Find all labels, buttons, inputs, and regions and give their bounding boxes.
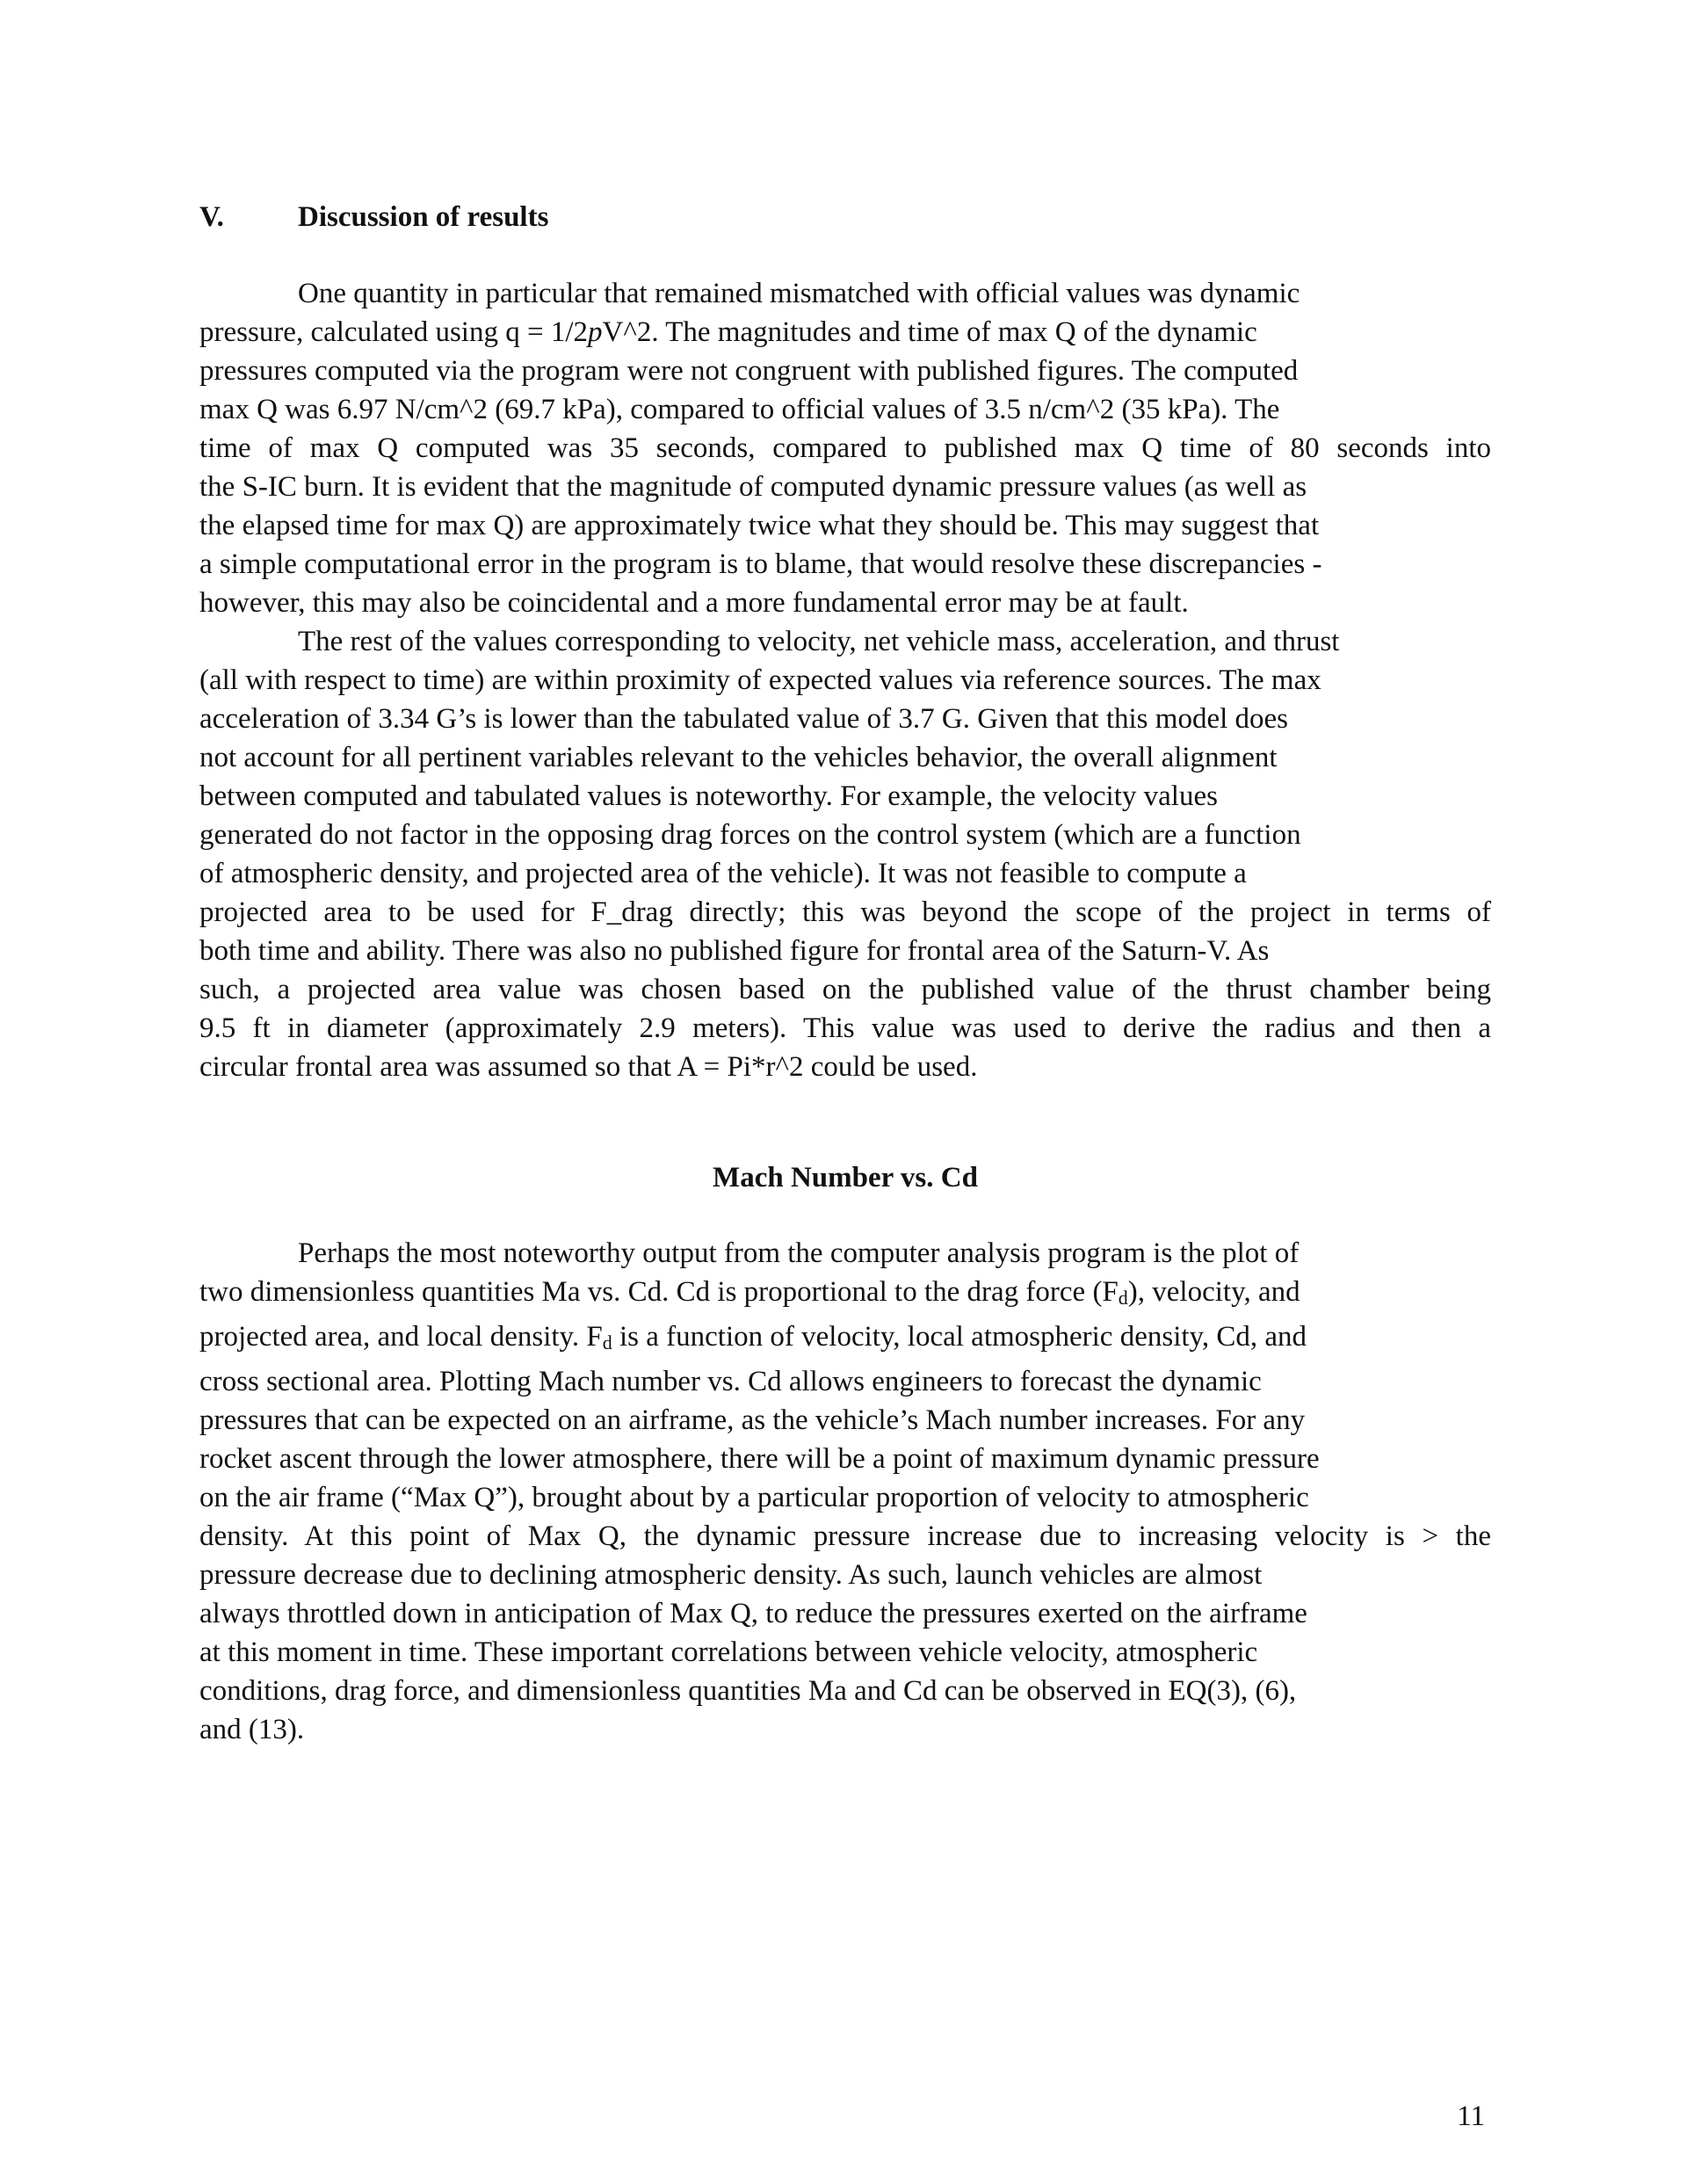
text-line: the S-IC burn. It is evident that the magnitude of computed dynamic pressure values (as well as	[199, 471, 1307, 503]
paragraph-dynamic-pressure	[199, 274, 1491, 622]
subscript-d: d	[602, 1331, 612, 1353]
page-number: 11	[1457, 2101, 1485, 2132]
paragraph-mach-vs-cd	[199, 1234, 1491, 1749]
text-line: pressures computed via the program were not congruent with published figures. The computed	[199, 355, 1299, 387]
text-line: acceleration of 3.34 G’s is lower than the tabulated value of 3.7 G. Given that this model does	[199, 703, 1288, 735]
subscript-d: d	[1118, 1287, 1128, 1309]
text-line: projected area, and local density. Fd is a function of velocity, local atmospheric density, Cd, and	[199, 1321, 1307, 1353]
section-title: Discussion of results	[298, 201, 549, 233]
text-line: The rest of the values corresponding to velocity, net vehicle mass, acceleration, and thrust	[298, 626, 1340, 657]
text-line: at this moment in time. These important correlations between vehicle velocity, atmospheric	[199, 1636, 1258, 1668]
text-line: the elapsed time for max Q) are approximately twice what they should be. This may suggest that	[199, 510, 1320, 541]
text-line: cross sectional area. Plotting Mach number vs. Cd allows engineers to forecast the dynamic	[199, 1366, 1262, 1397]
text-line: max Q was 6.97 N/cm^2 (69.7 kPa), compared to official values of 3.5 n/cm^2 (35 kPa). The	[199, 394, 1280, 425]
text-line: pressures that can be expected on an airframe, as the vehicle’s Mach number increases. For any	[199, 1404, 1306, 1436]
text-line: conditions, drag force, and dimensionless quantities Ma and Cd can be observed in EQ(3), (6),	[199, 1675, 1297, 1707]
text-line: pressure decrease due to declining atmospheric density. As such, launch vehicles are almost	[199, 1559, 1263, 1591]
text-line: however, this may also be coincidental and a more fundamental error may be at fault.	[199, 587, 1189, 619]
text-line: rocket ascent through the lower atmosphere, there will be a point of maximum dynamic pressure	[199, 1443, 1320, 1475]
text-line: circular frontal area was assumed so that A = Pi*r^2 could be used.	[199, 1051, 978, 1083]
text-line: 9.5 ft in diameter (approximately 2.9 meters). This value was used to derive the radius and then a	[199, 1012, 1491, 1044]
paragraph-other-values	[199, 622, 1491, 1086]
rho-symbol: p	[588, 316, 603, 348]
text-line: and (13).	[199, 1714, 305, 1745]
text-line: projected area to be used for F_drag directly; this was beyond the scope of the project in terms of	[199, 896, 1491, 928]
text-line: always throttled down in anticipation of Max Q, to reduce the pressures exerted on the airframe	[199, 1598, 1307, 1629]
text-line: not account for all pertinent variables relevant to the vehicles behavior, the overall alignment	[199, 742, 1278, 773]
section-heading	[199, 198, 548, 236]
text-line: both time and ability. There was also no published figure for frontal area of the Saturn-V. As	[199, 935, 1270, 967]
text-line: Perhaps the most noteworthy output from the computer analysis program is the plot of	[298, 1237, 1300, 1269]
section-number: V.	[199, 201, 224, 233]
text-line: (all with respect to time) are within proximity of expected values via reference sources. The max	[199, 664, 1321, 696]
text-line: two dimensionless quantities Ma vs. Cd. Cd is proportional to the drag force (Fd), velocity, and	[199, 1276, 1300, 1309]
text-line: time of max Q computed was 35 seconds, compared to published max Q time of 80 seconds into	[199, 432, 1491, 464]
subsection-heading: Mach Number vs. Cd	[713, 1162, 978, 1194]
text-line: of atmospheric density, and projected area of the vehicle). It was not feasible to compute a	[199, 858, 1247, 889]
text-line: pressure, calculated using q = 1/2pV^2. The magnitudes and time of max Q of the dynamic	[199, 316, 1257, 348]
text-line: on the air frame (“Max Q”), brought about by a particular proportion of velocity to atmospheric	[199, 1482, 1309, 1513]
text-line: a simple computational error in the program is to blame, that would resolve these discrepancies -	[199, 548, 1322, 580]
text-line: such, a projected area value was chosen based on the published value of the thrust chamber being	[199, 974, 1491, 1005]
text-line: generated do not factor in the opposing drag forces on the control system (which are a function	[199, 819, 1301, 851]
text-line: density. At this point of Max Q, the dynamic pressure increase due to increasing velocity is > the	[199, 1520, 1491, 1552]
text-line: One quantity in particular that remained mismatched with official values was dynamic	[298, 278, 1300, 309]
text-line: between computed and tabulated values is noteworthy. For example, the velocity values	[199, 780, 1218, 812]
